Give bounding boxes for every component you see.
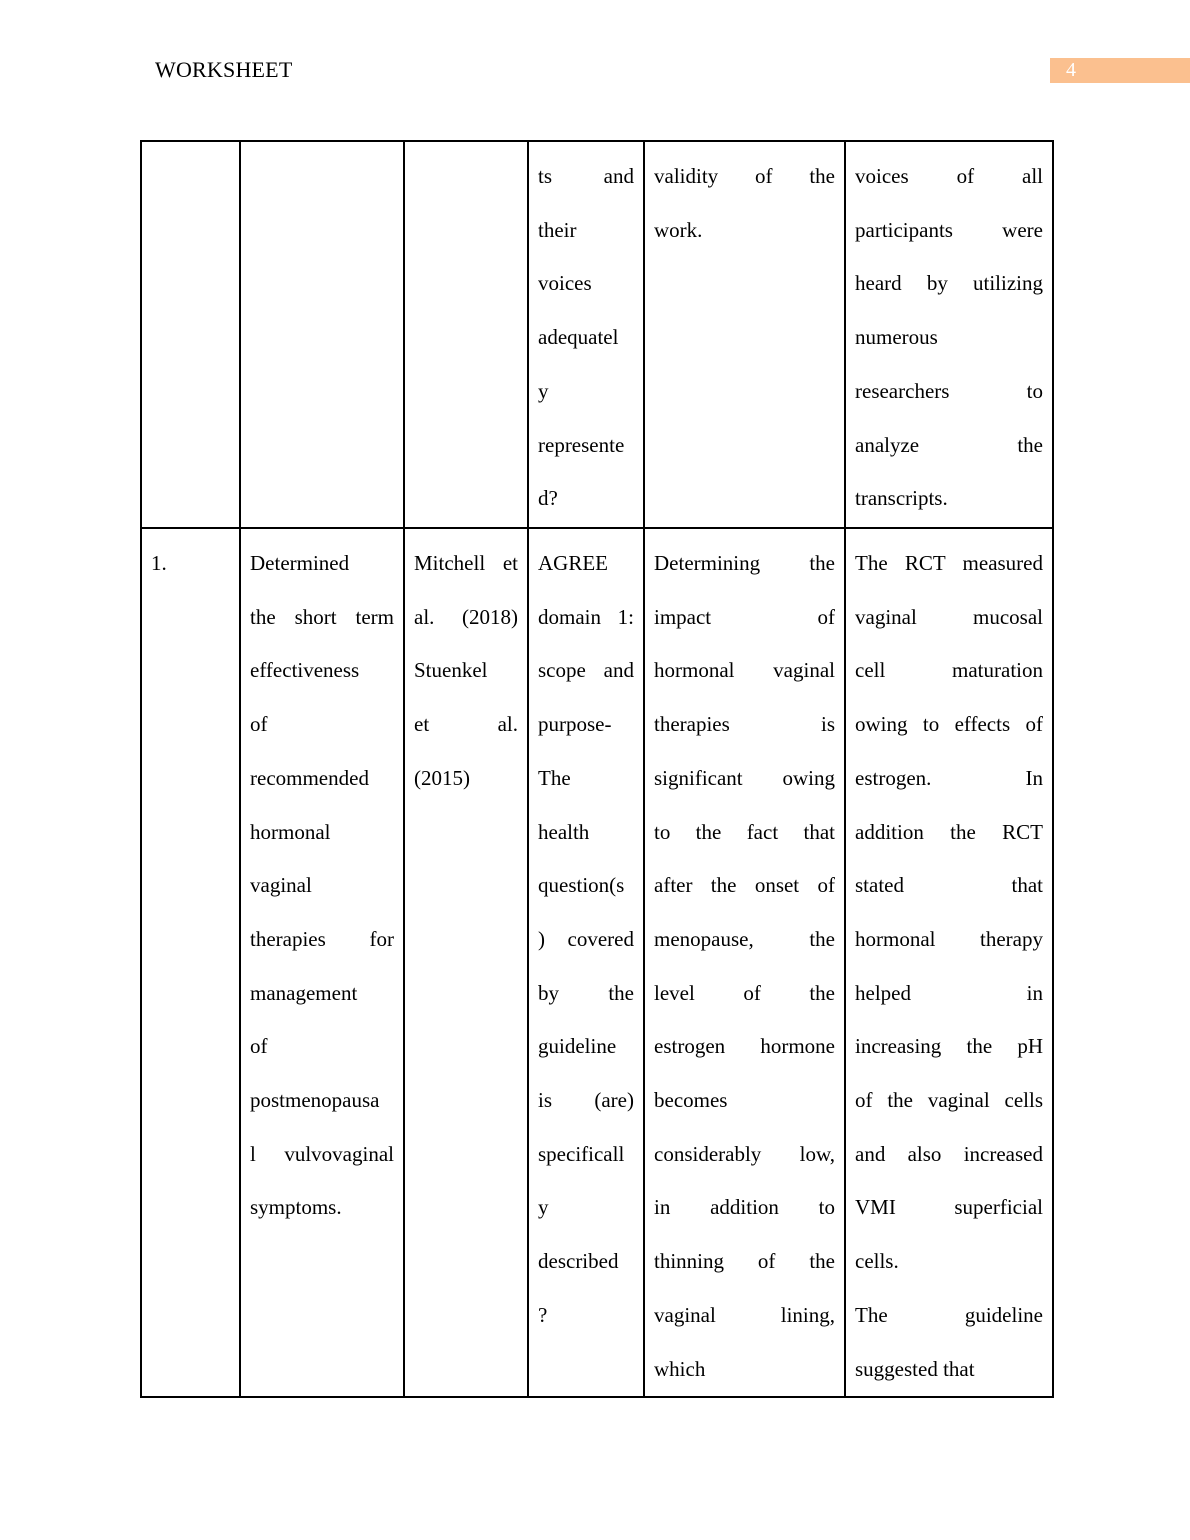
cell-text-line: the short term [250,604,394,629]
cell-text-line: The guideline [855,1302,1043,1327]
cell-text-line: therapies is [654,712,835,737]
cell-text-line: al. (2018) [414,604,518,629]
table-cell-findings [845,141,1053,528]
cell-text-line: vaginal [250,873,312,898]
cell-text-line: hormonal vaginal [654,658,835,683]
cell-text-line: domain 1: [538,604,634,629]
cell-text-line: therapies for [250,926,394,951]
cell-text-line: 1. [151,551,167,575]
cell-text-line: health [538,819,590,844]
cell-text-line: becomes [654,1088,728,1113]
cell-text-line: y [538,1195,549,1220]
cell-text-line: impact of [654,604,835,629]
cell-text-line: Stuenkel [414,658,488,683]
table-cell-reference [404,141,528,528]
cell-text-line: purpose- [538,712,612,737]
cell-text-line: recommended [250,765,369,790]
cell-text-line: estrogen hormone [654,1034,835,1059]
cell-text-line: postmenopausa [250,1088,380,1113]
table-cell-number [141,141,240,528]
cell-text-line: suggested that [855,1356,975,1381]
cell-text-line: ? [538,1302,548,1327]
header-title: WORKSHEET [155,57,293,82]
cell-text-line: numerous [855,325,938,350]
cell-text-line: to the fact that [654,819,835,844]
table-cell-number [141,528,240,1397]
cell-text-line: Determined [250,551,350,575]
cell-text-line: participants were [855,217,1043,242]
cell-text-line: helped in [855,980,1043,1005]
table-cell-reference [404,528,528,1397]
cell-text-line: vaginal mucosal [855,604,1043,629]
cell-text-line: work. [654,217,703,242]
page-number: 4 [1050,58,1190,83]
cell-text-line: is (are) [538,1088,634,1113]
table-row [141,528,1053,1397]
table-cell-objective [240,141,404,528]
worksheet-table [140,140,1054,1398]
cell-text-line: voices [538,271,592,296]
cell-text-line: of [250,1034,268,1059]
cell-text-line: Mitchell et [414,551,518,575]
cell-text-line: which [654,1356,706,1381]
cell-text-line: Determining the [654,551,835,575]
cell-text-line: vaginal lining, [654,1302,835,1327]
cell-text-line: hormonal therapy [855,926,1043,951]
table-cell-criteria [528,528,644,1397]
cell-text-line: analyze the [855,432,1043,457]
cell-text-line: cell maturation [855,658,1043,683]
table-row [141,141,1053,528]
table-cell-criteria [528,141,644,528]
cell-text-line: VMI superficial [855,1195,1043,1220]
cell-text-line: researchers to [855,378,1043,403]
cell-text-line: The RCT measured [855,551,1043,575]
cell-text-line: effectiveness [250,658,360,683]
table-cell-significance [644,528,845,1397]
cell-text-line: hormonal [250,819,331,844]
table-cell-significance [644,141,845,528]
cell-text-line: et al. [414,712,518,737]
cell-text-line: l vulvovaginal [250,1141,394,1166]
cell-text-line: AGREE [538,551,608,575]
cell-text-line: transcripts. [855,486,948,511]
cell-text-line: voices of all [855,164,1043,188]
cell-text-line: stated that [855,873,1043,898]
cell-text-line: addition the RCT [855,819,1043,844]
cell-text-line: represente [538,432,625,457]
cell-text-line: of the vaginal cells [855,1088,1043,1113]
cell-text-line: cells. [855,1249,899,1274]
cell-text-line: The [538,765,571,790]
cell-text-line: adequatel [538,325,619,350]
cell-text-line: their [538,217,577,242]
cell-text-line: question(s [538,873,625,898]
cell-text-line: increasing the pH [855,1034,1043,1059]
cell-text-line: (2015) [414,765,470,790]
cell-text-line: level of the [654,980,835,1005]
cell-text-line: management [250,980,358,1005]
cell-text-line: owing to effects of [855,712,1043,737]
cell-text-line: heard by utilizing [855,271,1043,296]
cell-text-line: y [538,378,549,403]
cell-text-line: guideline [538,1034,617,1059]
cell-text-line: ) covered [538,926,634,951]
table-cell-objective [240,528,404,1397]
cell-text-line: specificall [538,1141,625,1166]
cell-text-line: menopause, the [654,926,835,951]
cell-text-line: of [250,712,268,737]
table-cell-findings [845,528,1053,1397]
cell-text-line: described [538,1249,619,1274]
cell-text-line: scope and [538,658,634,683]
cell-text-line: estrogen. In [855,765,1043,790]
cell-text-line: validity of the [654,164,835,188]
cell-text-line: by the [538,980,634,1005]
cell-text-line: after the onset of [654,873,835,898]
cell-text-line: ts and [538,164,634,188]
cell-text-line: significant owing [654,765,835,790]
cell-text-line: symptoms. [250,1195,342,1220]
cell-text-line: considerably low, [654,1141,835,1166]
cell-text-line: and also increased [855,1141,1043,1166]
cell-text-line: d? [538,486,558,511]
cell-text-line: in addition to [654,1195,835,1220]
cell-text-line: thinning of the [654,1249,835,1274]
